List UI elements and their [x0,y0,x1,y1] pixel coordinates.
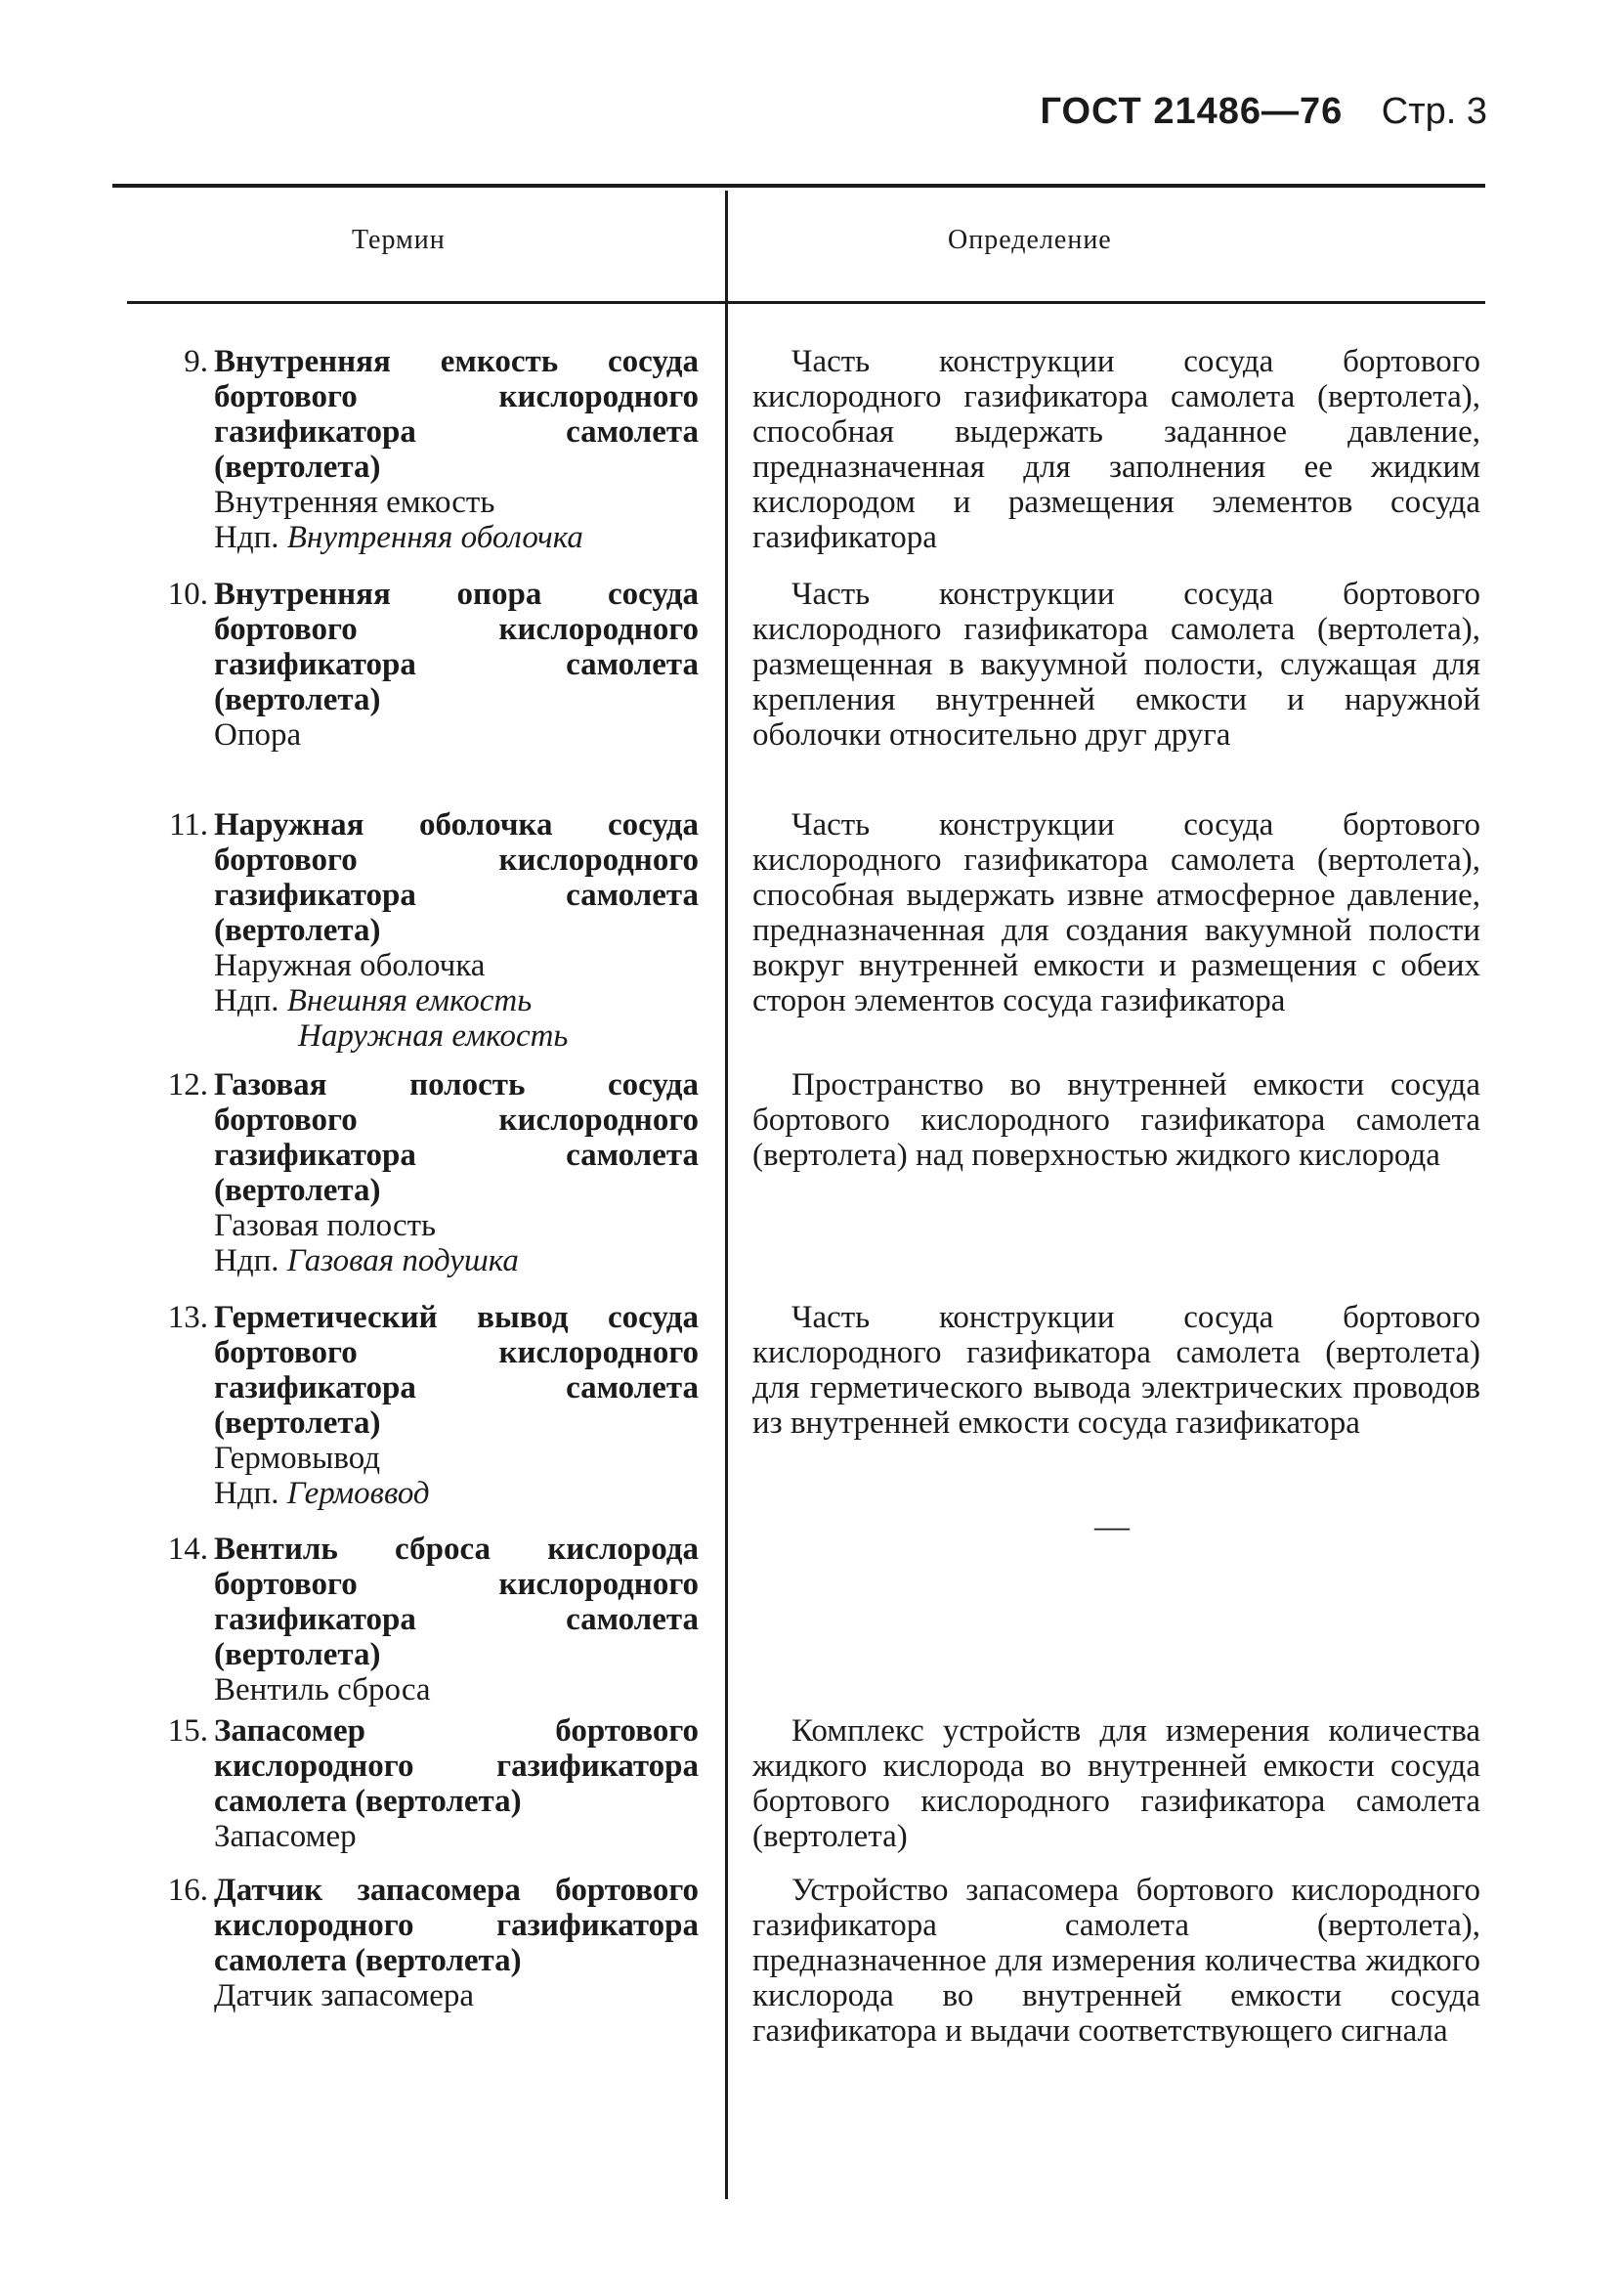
entry-number: 13. [167,1300,208,1335]
table-row [151,1713,699,1854]
term-short: Наружная оболочка [214,948,486,983]
term-deprecated: Ндп. Газовая подушка [214,1243,519,1278]
term-name: Датчик запасомера бортового кислородного газификатора самолета (вертолета) [214,1873,699,1978]
term-deprecated: Ндп. Внутренняя оболочка [214,520,583,555]
term-name: Вентиль сброса кислорода бортового кислородного газификатора самолета (вертолета) [214,1532,699,1672]
term-definition: Устройство запасомера бортового кислородного газификатора самолета (вертолета), предназначенное для измерения количества жидкого кислорода во внутренней емкости сосуда газификатора и выдачи соответствующего сигнала [752,1873,1480,2049]
term-name: Запасомер бортового кислородного газификатора самолета (вертолета) [214,1713,699,1819]
table-row [151,1532,699,1707]
entry-number: 9. [184,344,208,379]
term-definition: Часть конструкции сосуда бортового кислородного газификатора самолета (вертолета), размещенная в вакуумной полости, служащая для крепления внутренней емкости и наружной оболочки относительно друг друга [752,577,1480,753]
table-row [151,1067,699,1278]
table-row [151,1300,699,1511]
term-short: Газовая полость [214,1208,437,1243]
entry-number: 14. [167,1532,208,1567]
table-row [151,344,699,555]
entry-number: 16. [167,1873,208,1908]
term-short: Гермовывод [214,1441,381,1476]
column-header-definition: Определение [948,225,1112,255]
term-name: Герметический вывод сосуда бортового кислородного газификатора самолета (вертолета) [214,1300,699,1441]
column-header-term: Термин [352,225,446,255]
term-definition: Комплекс устройств для измерения количества жидкого кислорода во внутренней емкости сосуда бортового кислородного газификатора самолета (вертолета) [752,1713,1480,1854]
table-row [151,577,699,753]
table-row [151,807,699,1054]
table-header-rule [127,301,1485,304]
term-name: Внутренняя емкость сосуда бортового кислородного газификатора самолета (вертолета) [214,344,699,485]
term-short: Опора [214,717,302,753]
term-definition: Часть конструкции сосуда бортового кислородного газификатора самолета (вертолета), способная выдержать заданное давление, предназначенная для заполнения ее жидким кислородом и размещения элементов сосуда газификатора [752,344,1480,555]
term-short: Вентиль сброса [214,1672,431,1707]
entry-number: 15. [167,1713,208,1749]
term-definition: Часть конструкции сосуда бортового кислородного газификатора самолета (вертолета) для герметического вывода электрических проводов из внутренней емкости сосуда газификатора [752,1300,1480,1441]
page-header [1040,90,1487,133]
term-short: Внутренняя емкость [214,485,495,520]
standard-number: ГОСТ 21486—76 [1040,91,1344,132]
entry-number: 10. [167,577,208,612]
entry-number: 12. [167,1067,208,1102]
term-deprecated: Ндп. Гермоввод [214,1476,430,1511]
term-deprecated: Ндп. Внешняя емкость [214,983,533,1018]
term-name: Газовая полость сосуда бортового кислородного газификатора самолета (вертолета) [214,1067,699,1208]
term-short: Запасомер [214,1819,357,1854]
term-name: Наружная оболочка сосуда бортового кислородного газификатора самолета (вертолета) [214,807,699,948]
page-number: Стр. 3 [1381,91,1487,132]
term-short: Датчик запасомера [214,1978,475,2013]
term-deprecated-alt: Наружная емкость [298,1018,569,1054]
entry-number: 11. [168,807,208,843]
column-divider [725,191,728,2199]
table-row [151,1873,699,2013]
definition-dash: — [1094,1506,1130,1545]
term-definition: Пространство во внутренней емкости сосуда бортового кислородного газификатора самолета (вертолета) над поверхностью жидкого кислорода [752,1067,1480,1173]
table-top-rule [112,184,1485,188]
term-definition: Часть конструкции сосуда бортового кислородного газификатора самолета (вертолета), способная выдержать извне атмосферное давление, предназначенная для создания вакуумной полости вокруг внутренней емкости и размещения с обеих сторон элементов сосуда газификатора [752,807,1480,1018]
term-name: Внутренняя опора сосуда бортового кислородного газификатора самолета (вертолета) [214,577,699,717]
